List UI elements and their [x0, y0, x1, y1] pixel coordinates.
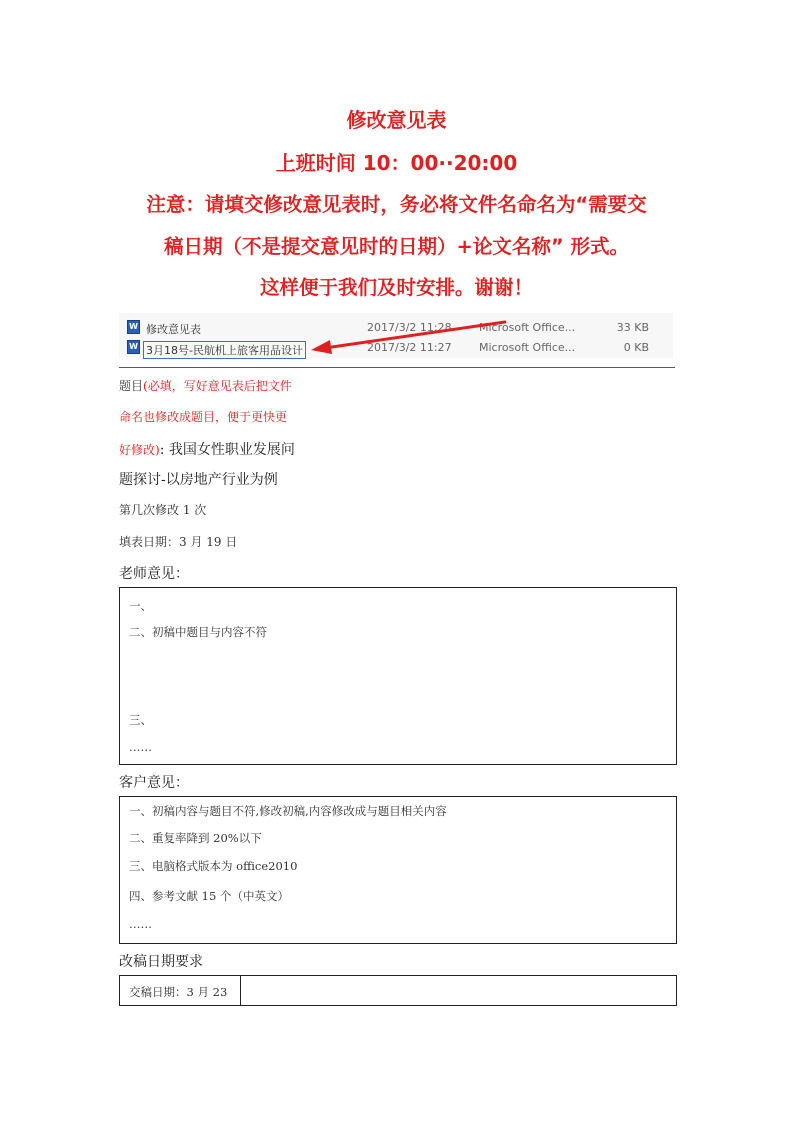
title-hint-and-value — [119, 439, 295, 459]
fill-date: 填表日期：3 月 19 日 — [119, 535, 238, 549]
client-opinion-box[interactable] — [119, 796, 677, 944]
title-label-line — [119, 377, 292, 394]
title-value-line: 题探讨-以房地产行业为例 — [119, 472, 278, 488]
teacher-line: …… — [129, 740, 152, 754]
notice-line-2: 稿日期（不是提交意见时的日期）+论文名称” 形式。 — [164, 235, 629, 258]
deadline-table — [119, 975, 677, 1006]
deadline-label: 改稿日期要求 — [119, 954, 203, 970]
client-line: 一、初稿内容与题目不符,修改初稿,内容修改成与题目相关内容 — [129, 804, 447, 818]
word-document-icon: W — [127, 340, 140, 354]
revision-count: 第几次修改 1 次 — [119, 503, 207, 517]
teacher-opinion-box[interactable] — [119, 587, 677, 765]
word-document-icon: W — [127, 320, 140, 334]
file-date: 2017/3/2 11:28 — [367, 321, 452, 334]
client-line: 二、重复率降到 20%以下 — [129, 831, 262, 845]
title-value: : 我国女性职业发展问 — [159, 442, 295, 458]
client-line: 三、电脑格式版本为 office2010 — [129, 859, 298, 873]
page-title: 修改意见表 — [346, 108, 447, 132]
notice-line-3: 这样便于我们及时安排。谢谢！ — [259, 276, 533, 299]
file-size: 33 KB — [616, 321, 649, 334]
client-line: …… — [129, 917, 152, 931]
title-label: 题目 — [119, 379, 144, 393]
table-divider — [240, 976, 241, 1005]
divider — [119, 367, 675, 368]
client-line: 四、参考文献 15 个（中英文） — [129, 889, 289, 903]
title-hint: (必填，写好意见表后把文件 — [143, 379, 292, 393]
file-name: 3月18号-民航机上旅客用品设计 — [143, 341, 306, 359]
working-hours: 上班时间 10：00··20:00 — [275, 151, 518, 175]
teacher-line: 一、 — [129, 599, 152, 613]
file-date: 2017/3/2 11:27 — [367, 341, 452, 354]
file-name: 修改意见表 — [146, 323, 201, 336]
client-opinion-label: 客户意见： — [119, 775, 189, 791]
deadline-cell-label: 交稿日期：3 月 23 — [129, 985, 228, 999]
teacher-line: 二、初稿中题目与内容不符 — [129, 625, 267, 639]
title-hint-line: 命名也修改成题目，便于更快更 — [119, 410, 288, 424]
notice-line-1: 注意：请填交修改意见表时，务必将文件名命名为“需要交 — [146, 193, 647, 216]
title-hint: 好修改) — [119, 443, 160, 457]
annotation-arrow — [0, 0, 793, 400]
teacher-opinion-label: 老师意见： — [119, 566, 189, 582]
file-size: 0 KB — [623, 341, 649, 354]
file-type: Microsoft Office... — [479, 341, 576, 354]
teacher-line: 三、 — [129, 713, 152, 727]
file-type: Microsoft Office... — [479, 321, 576, 334]
